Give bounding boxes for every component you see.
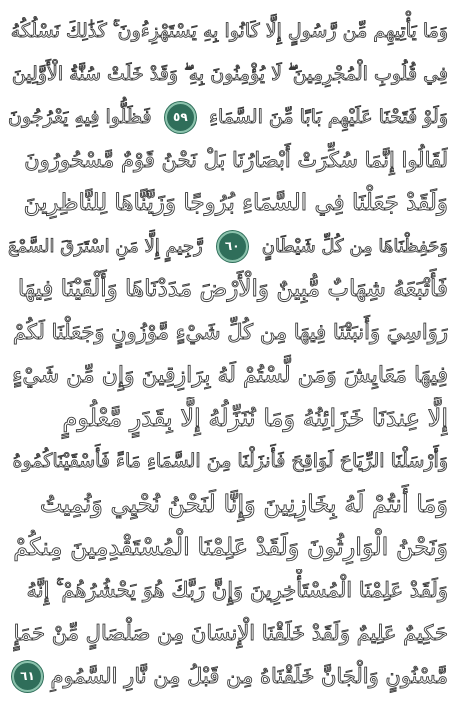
verse-text: فِيهَا مَعَايِشَ وَمَن لَّسْتُمْ لَهُ بِرَازِقِينَ وَإِن مِّن شَيْءٍ <box>12 363 448 388</box>
verse-line <box>8 397 448 440</box>
verse-text: وَلَقَدْ عَلِمْنَا الْمُسْتَأْخِرِينَ وَإِنَّ رَبَّكَ هُوَ يَحْشُرُهُمْ ۚ إِنَّهُ <box>26 578 448 602</box>
verse-text: وَمَا يَأْتِيهِم مِّن رَّسُولٍ إِلَّا كَانُوا بِهِ يَسْتَهْزِءُونَ ۚ كَذَٰلِكَ نَسْلُكُهُ <box>10 20 448 42</box>
verse-text: حَكِيمٌ عَلِيمٌ وَلَقَدْ خَلَقْنَا الْإِنسَانَ مِن صَلْصَالٍ مِّنْ حَمَإٍ <box>13 621 448 645</box>
verse-line <box>8 612 448 655</box>
verse-line <box>8 225 448 268</box>
verse-line <box>8 354 448 397</box>
verse-line <box>8 569 448 612</box>
verse-text: وَلَوْ فَتَحْنَا عَلَيْهِم بَابًا مِّنَ السَّمَاءِ <box>209 106 448 128</box>
ayah-number-marker: ٦١ <box>12 661 43 692</box>
verse-line <box>8 526 448 569</box>
verse-text: لَقَالُوا إِنَّمَا سُكِّرَتْ أَبْصَارُنَا بَلْ نَحْنُ قَوْمٌ مَّسْحُورُونَ <box>24 148 448 172</box>
verse-text: إِلَّا عِندَنَا خَزَائِنُهُ وَمَا نُنَزِّلُهُ إِلَّا بِقَدَرٍ مَّعْلُومٍ <box>62 404 448 432</box>
verse-text: فِي قُلُوبِ الْمُجْرِمِينَ ۖ لَا يُؤْمِنُونَ بِهِ ۖ وَقَدْ خَلَتْ سُنَّةُ الْأَوَّلِينَ <box>11 63 448 85</box>
verse-text: وَأَرْسَلْنَا الرِّيَاحَ لَوَاقِحَ فَأَنزَلْنَا مِنَ السَّمَاءِ مَاءً فَأَسْقَيْنَاكُمُوهُ <box>12 450 448 472</box>
verse-line <box>8 268 448 311</box>
verse-line <box>8 655 448 698</box>
verse-line <box>8 139 448 182</box>
verse-line <box>8 182 448 225</box>
verse-line <box>8 10 448 53</box>
verse-text: وَنَحْنُ الْوَارِثُونَ وَلَقَدْ عَلِمْنَا الْمُسْتَقْدِمِينَ مِنكُمْ <box>13 533 448 561</box>
verse-text: فَظَلُّوا فِيهِ يَعْرُجُونَ <box>8 106 152 128</box>
verse-line <box>8 53 448 96</box>
verse-text: رَوَاسِيَ وَأَنبَتْنَا فِيهَا مِن كُلِّ شَيْءٍ مَّوْزُونٍ وَجَعَلْنَا لَكُمْ <box>12 320 448 344</box>
verse-text: وَلَقَدْ جَعَلْنَا فِي السَّمَاءِ بُرُوجًا وَزَيَّنَّاهَا لِلنَّاظِرِينَ <box>23 190 448 216</box>
verse-text: وَحَفِظْنَاهَا مِن كُلِّ شَيْطَانٍ <box>261 236 448 257</box>
ayah-number-marker: ٦٠ <box>217 231 248 262</box>
verse-line <box>8 96 448 139</box>
verse-line <box>8 311 448 354</box>
ayah-number-marker: ٥٩ <box>165 102 196 133</box>
verse-line <box>8 440 448 483</box>
verse-line <box>8 483 448 526</box>
verse-text: فَأَتْبَعَهُ شِهَابٌ مُّبِينٌ وَالْأَرْضَ مَدَدْنَاهَا وَأَلْقَيْنَا فِيهَا <box>17 276 448 302</box>
verse-text: وَمَا أَنتُمْ لَهُ بِخَازِنِينَ وَإِنَّا لَنَحْنُ نُحْيِي وَنُمِيتُ <box>39 490 448 518</box>
verse-text: مَّسْنُونٍ وَالْجَانَّ خَلَقْنَاهُ مِن قَبْلُ مِن نَّارِ السَّمُومِ <box>50 664 448 688</box>
verse-text: رَّجِيمٍ إِلَّا مَنِ اسْتَرَقَ السَّمْعَ <box>8 236 203 257</box>
